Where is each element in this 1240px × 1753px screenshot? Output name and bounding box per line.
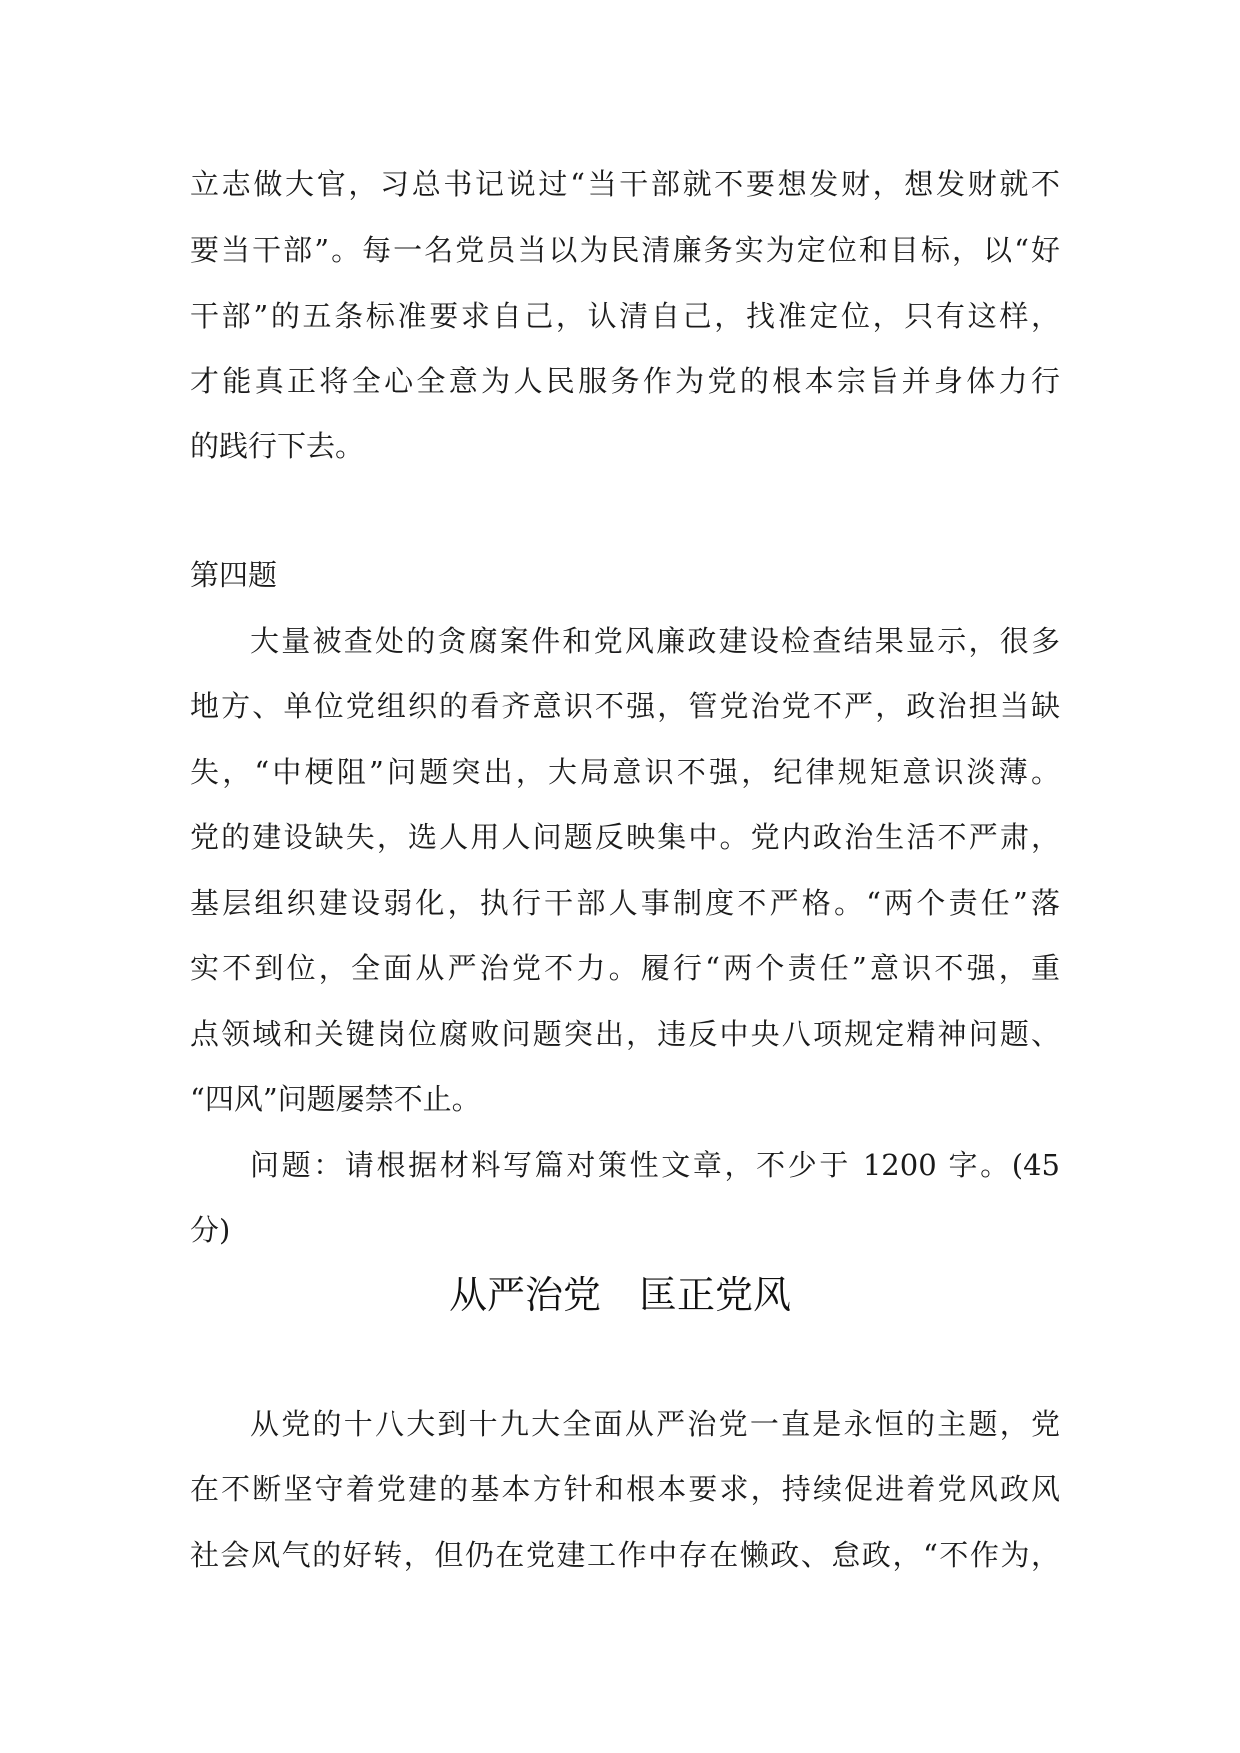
prev-paragraph-line-4: 才能真正将全心全意为人民服务作为党的根本宗旨并身体力行 [190,364,1060,398]
essay-line-1: 从党的十八大到十九大全面从严治党一直是永恒的主题，党 [250,1407,1060,1441]
material-line-4: 党的建设缺失，选人用人问题反映集中。党内政治生活不严肃， [190,820,1060,854]
prev-paragraph-line-5: 的践行下去。 [190,429,365,463]
material-line-6: 实不到位，全面从严治党不力。履行“两个责任”意识不强，重 [190,951,1060,985]
prompt-line-1: 问题：请根据材料写篇对策性文章，不少于 1200 字。(45 [250,1148,1060,1182]
essay-line-2: 在不断坚守着党建的基本方针和根本要求，持续促进着党风政风 [190,1472,1060,1506]
material-line-2: 地方、单位党组织的看齐意识不强，管党治党不严，政治担当缺 [190,689,1060,723]
material-line-3: 失，“中梗阻”问题突出，大局意识不强，纪律规矩意识淡薄。 [190,755,1060,789]
prev-paragraph-line-1: 立志做大官，习总书记说过“当干部就不要想发财，想发财就不 [190,167,1060,201]
material-line-8: “四风”问题屡禁不止。 [190,1082,481,1116]
material-line-5: 基层组织建设弱化，执行干部人事制度不严格。“两个责任”落 [190,886,1060,920]
prompt-line-2: 分) [190,1213,231,1247]
essay-line-3: 社会风气的好转，但仍在党建工作中存在懒政、怠政，“不作为， [190,1538,1060,1572]
prev-paragraph-line-3: 干部”的五条标准要求自己，认清自己，找准定位，只有这样， [190,299,1060,333]
question-label: 第四题 [190,558,278,592]
prev-paragraph-line-2: 要当干部”。每一名党员当以为民清廉务实为定位和目标，以“好 [190,233,1060,267]
material-line-7: 点领域和关键岗位腐败问题突出，违反中央八项规定精神问题、 [190,1017,1060,1051]
essay-title: 从严治党 匡正党风 [448,1273,791,1317]
material-line-1: 大量被查处的贪腐案件和党风廉政建设检查结果显示，很多 [250,624,1060,658]
